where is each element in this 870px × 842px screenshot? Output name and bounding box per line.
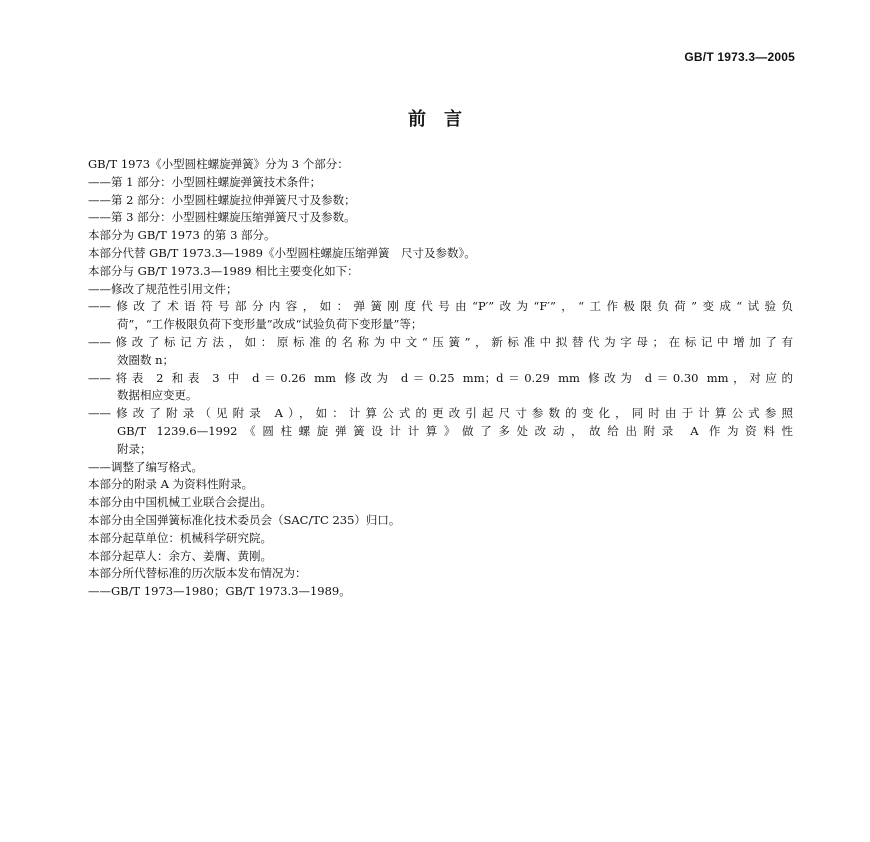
text-line: 本部分代替 GB/T 1973.3—1989《小型圆柱螺旋压缩弹簧 尺寸及参数》。 — [88, 245, 476, 260]
text-line: 本部分为 GB/T 1973 的第 3 部分。 — [88, 228, 276, 243]
text-line: 本部分起草人：余方、姜膺、黄刚。 — [88, 548, 272, 563]
text-line: 荷”，“工作极限负荷下变形量”改成“试验负荷下变形量”等； — [117, 317, 423, 332]
text-line: 本部分的附录 A 为资料性附录。 — [88, 477, 254, 492]
text-line: ——调整了编写格式。 — [88, 459, 203, 474]
text-line: GB/T 1239.6—1992《圆柱螺旋弹簧设计计算》做了多处改动，故给出附录 A 作为资料性 — [117, 423, 793, 438]
text-line: ——GB/T 1973—1980；GB/T 1973.3—1989。 — [88, 584, 351, 599]
standard-code: GB/T 1973.3—2005 — [684, 50, 795, 64]
text-line: ——第 2 部分：小型圆柱螺旋拉伸弹簧尺寸及参数； — [88, 192, 356, 207]
text-line: 附录； — [117, 441, 152, 456]
text-line: 数据相应变更。 — [117, 388, 198, 403]
text-line: 本部分与 GB/T 1973.3—1989 相比主要变化如下： — [88, 263, 359, 278]
text-line: ——第 3 部分：小型圆柱螺旋压缩弹簧尺寸及参数。 — [88, 210, 356, 225]
foreword-body — [88, 156, 793, 601]
text-line: 本部分起草单位：机械科学研究院。 — [88, 530, 272, 545]
text-line: ——修改了标记方法，如：原标准的名称为中文“压簧”，新标准中拟替代为字母；在标记中增加了有 — [88, 334, 793, 349]
text-line: 效圈数 n； — [117, 352, 175, 367]
text-line: GB/T 1973《小型圆柱螺旋弹簧》分为 3 个部分： — [88, 157, 349, 171]
page-title: 前 言 — [408, 109, 462, 130]
text-line: ——将表 2 和表 3 中 d＝0.26 mm 修改为 d＝0.25 mm；d＝0.29 mm 修改为 d＝0.30 mm，对应的 — [88, 370, 793, 385]
text-line: ——修改了附录（见附录 A），如：计算公式的更改引起尺寸参数的变化，同时由于计算公式参照 — [88, 406, 793, 421]
text-line: ——修改了规范性引用文件； — [88, 281, 238, 296]
text-line: 本部分由中国机械工业联合会提出。 — [88, 495, 272, 510]
text-line: ——修改了术语符号部分内容，如：弹簧刚度代号由“P′”改为“F′”，“工作极限负荷”变成“试验负 — [88, 299, 793, 314]
text-line: ——第 1 部分：小型圆柱螺旋弹簧技术条件； — [88, 174, 322, 189]
text-line: 本部分所代替标准的历次版本发布情况为： — [88, 566, 307, 581]
text-line: 本部分由全国弹簧标准化技术委员会（SAC/TC 235）归口。 — [88, 512, 401, 527]
